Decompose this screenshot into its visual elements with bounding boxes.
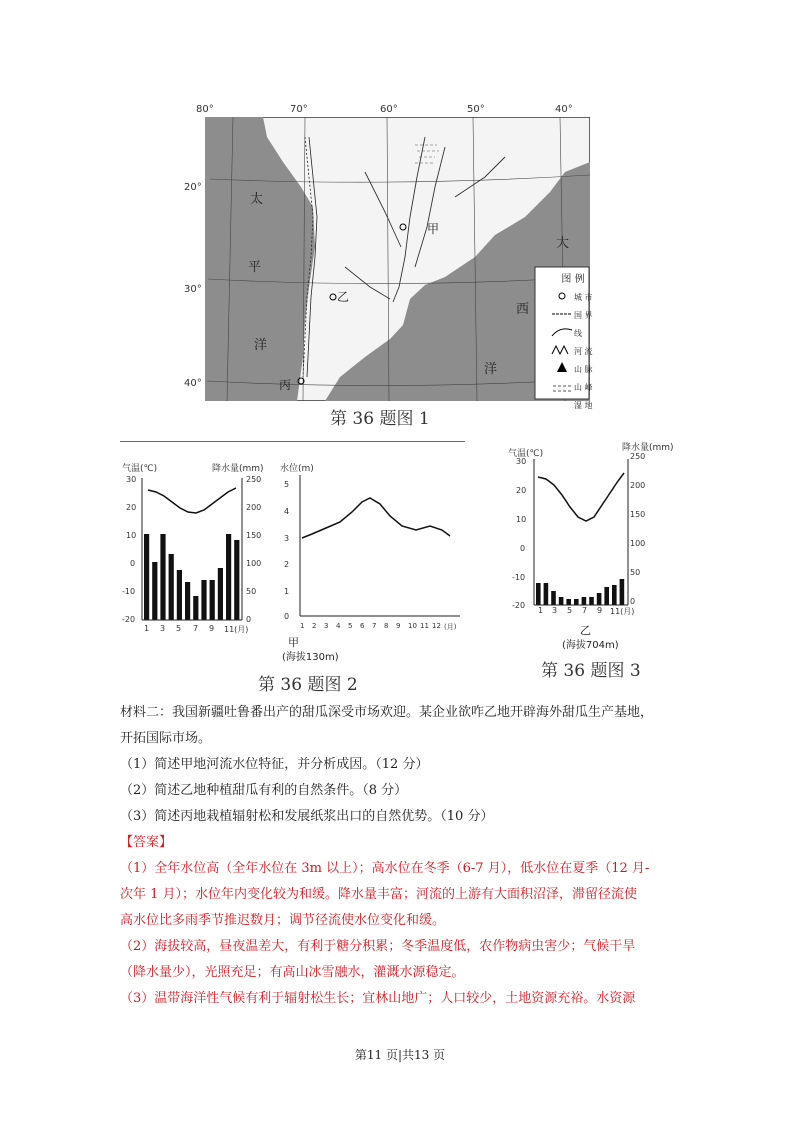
tick: 4 [284, 507, 290, 516]
tick: 3 [324, 622, 329, 630]
answer-line: 高水位比多雨季节推迟数月；调节径流使水位变化和缓。 [120, 913, 446, 928]
legend-title: 图 例 [561, 274, 585, 285]
question-2: （2）简述乙地种植甜瓜有利的自然条件。（8 分） [120, 783, 408, 798]
peak-symbol-icon [557, 362, 567, 372]
question-3: （3）简述丙地栽植辐射松和发展纸浆出口的自然优势。（10 分） [120, 809, 494, 824]
lon-label: 80° [196, 104, 214, 115]
tick: 2 [312, 622, 317, 630]
tick: 9 [209, 624, 215, 633]
fig3-temp-label: 气温(℃) [508, 449, 544, 459]
tick: 200 [246, 503, 262, 512]
lat-label: 20° [184, 182, 202, 193]
answer-heading: 【答案】 [120, 835, 173, 850]
tick: -20 [512, 601, 526, 610]
precip-bar [551, 591, 556, 605]
legend-item: 山 峰 [574, 383, 593, 392]
water-level-chart [290, 470, 465, 622]
fig2-precip-label: 降水量(mm) [212, 464, 264, 474]
tick: 0 [630, 597, 636, 606]
precip-bar [574, 599, 579, 605]
tick: 6 [360, 622, 365, 630]
tick: 0 [284, 612, 290, 621]
precip-bar [169, 554, 174, 620]
fig2-temp-label: 气温(℃) [122, 464, 158, 474]
precip-bar [234, 540, 239, 620]
place-label-jia: 甲 [427, 222, 440, 236]
fig2-place: 甲 [288, 636, 299, 649]
tick: 5 [567, 606, 573, 615]
lon-label: 70° [290, 104, 308, 115]
tick: 30 [126, 475, 137, 484]
tick: 10 [516, 515, 527, 524]
fig3-climate-chart [516, 455, 646, 615]
tick: 4 [336, 622, 341, 630]
tick: 7 [582, 606, 588, 615]
precip-bar [185, 582, 190, 620]
precip-bar [226, 534, 231, 620]
precip-bar [536, 583, 541, 605]
water-level-label: 水位(m) [280, 464, 314, 474]
answer-line: （2）海拔较高，昼夜温差大，有利于糖分积累；冬季温度低，农作物病虫害少；气候干旱 [120, 939, 636, 954]
tick: 10 [126, 531, 137, 540]
precip-bar [177, 570, 182, 620]
divider [120, 441, 465, 442]
precip-bar [193, 596, 198, 620]
tick: (月) [444, 623, 457, 631]
tick: 11 [420, 622, 429, 630]
tick: 0 [520, 544, 526, 553]
place-label-yi: 乙 [337, 290, 350, 304]
lat-label: 30° [184, 284, 202, 295]
tick: 10 [408, 622, 417, 630]
precip-bar [604, 587, 609, 605]
answer-line: （降水量少），光照充足；有高山冰雪融水，灌溉水源稳定。 [120, 965, 465, 980]
lon-label: 40° [555, 104, 573, 115]
figure2-caption: 第 36 题图 2 [258, 675, 358, 695]
tick: 8 [384, 622, 389, 630]
precip-bar [559, 597, 564, 605]
tick: 3 [160, 624, 166, 633]
fig3-precip-label: 降水量(mm) [622, 443, 674, 453]
tick: 250 [630, 452, 646, 461]
fig2-elevation: (海拔130m) [282, 652, 339, 663]
legend-item: 城 市 [574, 293, 593, 302]
tick: 250 [246, 475, 262, 484]
ocean-label: 平 [248, 260, 262, 275]
tick: 150 [246, 531, 262, 540]
tick: 1 [538, 606, 544, 615]
precip-bar [144, 534, 149, 620]
legend-item: 湿 地 [574, 401, 593, 410]
tick: 3 [552, 606, 558, 615]
precip-bar [544, 583, 549, 605]
tick: 12 [432, 622, 441, 630]
tick: 2 [284, 560, 290, 569]
legend-item: 国 界 线 [574, 311, 593, 338]
tick: 30 [516, 457, 527, 466]
tick: 200 [630, 481, 646, 490]
tick: -10 [122, 587, 136, 596]
precip-bar [218, 568, 223, 620]
tick: 5 [284, 480, 290, 489]
tick: 9 [396, 622, 401, 630]
figure1-caption: 第 36 题图 1 [330, 409, 430, 429]
tick: 0 [130, 559, 136, 568]
tick: 1 [284, 587, 290, 596]
legend-item: 山 脉 [574, 365, 593, 374]
precip-bar [160, 534, 165, 620]
ocean-label: 大 [556, 236, 570, 251]
tick: -10 [512, 573, 526, 582]
precip-bar [152, 562, 157, 620]
lat-label: 40° [184, 378, 202, 389]
precip-bar [612, 585, 617, 605]
ocean-label: 洋 [254, 338, 268, 353]
material-text [120, 700, 700, 830]
place-label-bing: 丙 [279, 378, 292, 392]
tick: 0 [246, 615, 252, 624]
tick: 150 [630, 510, 646, 519]
lon-label: 50° [467, 104, 485, 115]
tick: 1 [144, 624, 150, 633]
ocean-label: 太 [250, 192, 264, 207]
legend-symbols [550, 290, 574, 400]
tick: 5 [348, 622, 353, 630]
fig3-elevation: (海拔704m) [562, 640, 619, 651]
lon-label: 60° [380, 104, 398, 115]
precip-bar [201, 580, 206, 620]
tick: -20 [122, 615, 136, 624]
tick: 20 [516, 486, 527, 495]
ocean-label: 洋 [484, 362, 498, 377]
legend-item: 河 流 [574, 347, 593, 356]
tick: 3 [284, 534, 290, 543]
map-figure [205, 117, 590, 401]
fig3-place: 乙 [580, 624, 591, 637]
precip-bar [589, 597, 594, 605]
answer-block [120, 830, 700, 1012]
city-symbol-icon [559, 293, 565, 299]
tick: 1 [300, 622, 305, 630]
tick: 100 [630, 539, 646, 548]
ocean-label: 西 [516, 302, 530, 317]
figure3-caption: 第 36 题图 3 [541, 661, 641, 681]
tick: 11(月) [224, 625, 249, 634]
tick: 7 [372, 622, 377, 630]
precip-bar [566, 599, 571, 605]
precip-bar [620, 579, 625, 605]
tick: 20 [126, 503, 137, 512]
tick: 7 [193, 624, 199, 633]
question-1: （1）简述甲地河流水位特征，并分析成因。（12 分） [120, 757, 429, 772]
page-footer: 第11 页|共13 页 [354, 1048, 446, 1062]
river-symbol-icon [552, 329, 572, 336]
tick: 100 [246, 559, 262, 568]
precip-bar [582, 597, 587, 605]
answer-line: 次年 1 月）；水位年内变化较为和缓。降水量丰富；河流的上游有大面积沼泽，滞留径流使 [120, 887, 638, 902]
answer-line: （3）温带海洋性气候有利于辐射松生长；宜林山地广；人口较少，土地资源充裕。水资源 [120, 991, 636, 1006]
tick: 11(月) [610, 607, 635, 616]
material-line: 材料二：我国新疆吐鲁番出产的甜瓜深受市场欢迎。某企业欲咋乙地开辟海外甜瓜生产基地， [120, 705, 654, 720]
tick: 9 [597, 606, 603, 615]
mountain-symbol-icon [552, 346, 568, 354]
answer-line: （1）全年水位高（全年水位在 3m 以上）；高水位在冬季（6-7 月），低水位在夏季（12 月- [120, 861, 650, 876]
tick: 5 [176, 624, 182, 633]
precip-bar [597, 593, 602, 605]
tick: 50 [630, 568, 641, 577]
water-level-x-ticks [300, 622, 456, 632]
material-line: 开拓国际市场。 [120, 731, 212, 746]
precip-bar [210, 580, 215, 620]
tick: 50 [246, 587, 257, 596]
south-america-map [205, 117, 590, 401]
